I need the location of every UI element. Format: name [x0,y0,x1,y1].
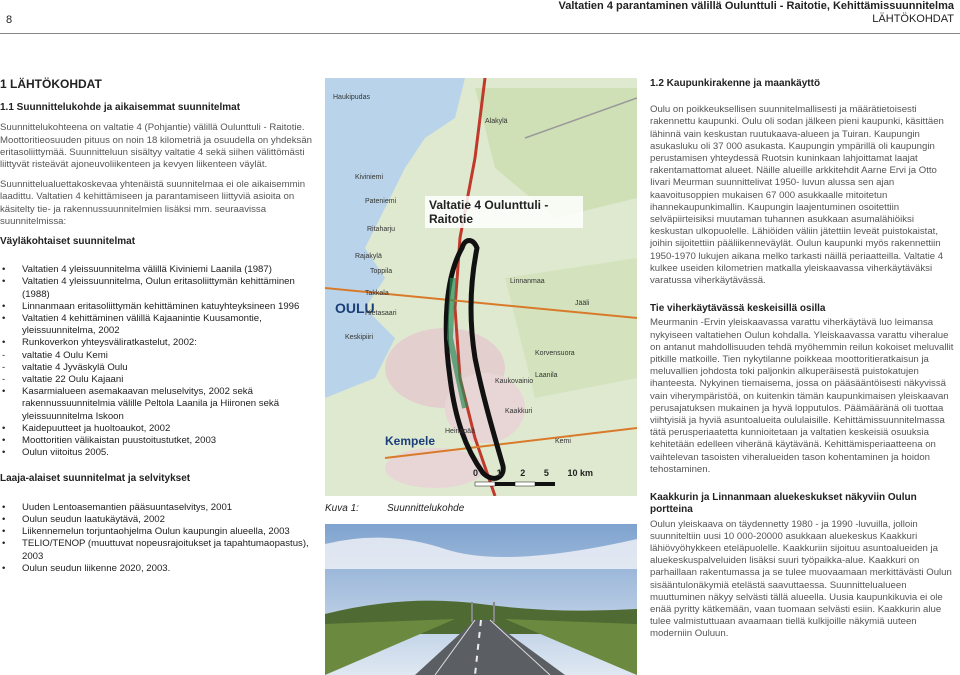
scale-label: 10 km [567,468,593,478]
plan-list-item: • Runkoverkon yhteysväliratkastelut, 2002: [22,337,312,349]
plan-list-item: • Kaidepuutteet ja huoltoaukot, 2002 [22,423,312,435]
plan-list-item: - valtatie 4 Jyväskylä Oulu [22,362,312,374]
map-scale [473,468,593,478]
plan-list-item: • Kasarmialueen asemakaavan meluselvitys, 2002 sekä rakennussuunnitelmia välille Peltola Laanila ja Hiironen sekä yleissuunnitelma Iskoon [22,386,312,423]
map-place-name: Haukipudas [333,94,370,101]
running-subtitle: LÄHTÖKOHDAT [872,13,954,25]
scale-label: 2 [520,468,526,478]
map-place-name: Kemi [555,438,571,445]
map-place-name: Ritaharju [367,226,396,233]
study-list-item: • Oulun seudun laatukäytävä, 2002 [22,514,312,526]
broad-plans-heading: Laaja-alaiset suunnitelmat ja selvitykset [0,473,191,485]
plan-list-item: • Oulun viitoitus 2005. [22,447,312,459]
subsection-title: 1.1 Suunnittelukohde ja aikaisemmat suunnitelmat [0,102,241,114]
urban-structure-paragraph: Oulu on poikkeuksellisen suunnitelmallisesti ja määrätietoisesti rakennettu kaupunki. Oulu oli sodan jälkeen pieni kaupunki, käsittäen lähinnä vain keskustan ruutukaava-alueen ja Tuiran. Kaupungin asukasluku oli 37 000 asukasta. Kaupungin ympärillä oli kaupungin perustamisen yhteydessä Ruotsin kuninkaan lahjoittamat laajat rakentamattomat alueet. Näille alueille arkkitehdit Aarne Ervi ja Otto Iivari Meurman suunnittelivat 1950- luvun alussa sen ajan kaavoitusoppien mukaisen 67 000 asukkaalle mitoitetun ihannekaupunkimallin. Kaupungin laajentuminen osoitettiin selväpiirteisiksi muutaman tuhannen asukkaan asumalähiöiksi keskustan ulkopuolelle. Lähiöiden väliin jätettiin leveät puistokaistat, joihin sijoitettiin pääliikenneväylät. Oulun kaupunki myös rakennettiin 1950-1970 lukujen aikana melko tarkasti näillä periaatteilla. Valtatie 4 kulkee useiden kilometrien matkalla yleiskaavassa viherkäytäväksi varatussa viherkäytävässä. [650,104,944,287]
gateways-heading: Kaakkurin ja Linnanmaan aluekeskukset näkyviin Oulun portteina [650,492,917,516]
green-corridor-paragraph: Meurmanin -Ervin yleiskaavassa varattu viherkäytävä luo leimansa nykyiseen valtatiehen Oulun kohdalla. Yleiskaavassa varattu viheralue on antanut mahdollisuuden tehdä myöhemmin reilun kokoiset meluvallit pitkille matkoille. Tien nykytilanne poikkeaa moottoritieratkaisun ja meluvallien johdosta toki paljonkin alkuperäisestä puistokatujen ihanteesta. Nykyinen tiemaisema, jossa on pääsääntöisesti näkyvissä vain viherympäristöä, on kuitenkin tämän kaupunkimaisen yleiskaavan perusajatuksen mukainen ja hyvä lopputulos. Päämääränä oli tuottaa viihtyisiä ja hyviä asuntoalueita oululaisille. Kehittämissuunnitelmassa tätä perusperiaatetta kunnioitetaan ja valtatien keskeisiä osuuksia kehitetään edelleen viheränä käytävänä. Kehittämisperiaatteena on vaihtelevan tasoisten viheralueiden tason kohentaminen ja hoidon tehostaminen. [650,317,954,475]
map-place-name: Heinäpää [445,428,475,435]
map-place-name: Jääli [575,300,590,307]
green-corridor-heading: Tie viherkäytävässä keskeisillä osilla [650,303,826,315]
map-place-name: Hietasaari [365,310,397,317]
page-number: 8 [6,14,13,26]
plan-list-item: • Valtatien 4 yleissuunnitelma välillä Kiviniemi Laanila (1987) [22,264,312,276]
section-title: 1 LÄHTÖKOHDAT [0,77,102,91]
road-plans-heading: Väyläkohtaiset suunnitelmat [0,236,136,248]
map-place-name: Korvensuora [535,350,575,357]
running-title: Valtatien 4 parantaminen välillä Oulunttuli - Raitotie, Kehittämissuunnitelma [558,0,954,12]
study-list-item: • Uuden Lentoasemantien pääsuuntaselvitys, 2001 [22,502,312,514]
map-place-name: Kaakkuri [505,408,533,415]
scale-label: 1 [496,468,502,478]
map-place-name: Laanila [535,372,558,379]
map-place-name: Toppila [370,268,393,275]
header-divider [0,33,960,34]
map-city-kempele: Kempele [385,434,436,448]
scale-label: 5 [543,468,549,478]
figure-caption [325,503,464,514]
map-place-name: Kiviniemi [355,174,384,181]
location-map [325,78,637,496]
caption-text: Suunnittelukohde [387,503,465,514]
urban-structure-heading: 1.2 Kaupunkirakenne ja maankäyttö [650,78,821,89]
map-city-oulu: OULU [335,300,375,316]
map-place-name: Kaukovainio [495,378,534,385]
plan-list-item: • Valtatien 4 kehittäminen välillä Kajaanintie Kuusamontie, yleissuunnitelma, 2002 [22,313,312,337]
map-place-name: Rajakylä [355,253,382,260]
gateways-paragraph: Oulun yleiskaava on täydennetty 1980 - ja 1990 -luvuilla, jolloin suunniteltiin uusi 10 000-20000 asukkaan aluekeskus Kaakkuri lähiövyöhykkeen eteläpuolelle. Kaakkuriin sijoituu asuntoalueiden ja aluekeskuspalveluiden lisäksi suuri työpaikka-alue. Kaakkuri on parhaillaan rakentumassa ja se tulee muovaamaan merkittävästi Oulun sisääntulonäkymiä etelästä saavuttaessa. Suunnittelualueen muuttuminen näkyy selvästi tällä alueella. Uusia kaupunkikuvia ei ole enää pyritty kätkemään, vaan tuomaan selvästi esiin. Kaakkurin alue tulee valmistuttuaan avaamaan tiellä kulkijoille näkymiä uuteen moderniin Ouluun. [650,518,952,640]
study-list-item: • Liikennemelun torjuntaohjelma Oulun kaupungin alueella, 2003 [22,526,312,538]
map-place-name: Alakylä [485,118,508,125]
road-photo-graphic [325,524,637,675]
map-graphic [325,78,637,496]
plan-list-item: • Valtatien 4 yleissuunnitelma, Oulun eritasoliittymän kehittäminen (1988) [22,276,312,300]
right-column [650,78,955,649]
plans-paragraph: Suunnittelualuettakoskevaa yhtenäistä suunnitelmaa ei ole aikaisemmin laadittu. Valtatien 4 kehittämiseen ja parantamiseen liittyviä asioita on käsitelty tie- ja rakennussuunnitelmien lisäksi mm. seuraavissa suunnitelmissa: [0,179,306,227]
left-column [0,78,312,581]
road-plans-list [0,264,312,459]
map-place-name: Keskipiiri [345,334,374,341]
plan-list-item: • Linnanmaan eritasoliittymän kehittäminen katuyhteyksineen 1996 [22,301,312,313]
study-list-item: • TELIO/TENOP (muuttuvat nopeusrajoitukset ja tapahtumaopastus), 2003 [22,538,312,562]
intro-paragraph: Suunnittelukohteena on valtatie 4 (Pohjantie) välillä Oulunttuli - Raitotie. Moottoritieosuuden pituus on noin 18 kilometriä ja osuudella on yhdeksän eritasoliittymää. Suunnitteluun sisältyy valtatie 4 sekä siihen välittömästi liittyvät risteävät ajoneuvoliikenteen ja kevyen liikenteen väylät. [0,122,312,171]
plan-list-item: • Moottoritien välikaistan puustoitustutket, 2003 [22,435,312,447]
caption-number: Kuva 1: [325,503,359,514]
road-photo [325,524,637,675]
study-list-item: • Oulun seudun liikenne 2020, 2003. [22,563,312,575]
broad-plans-list [0,502,312,575]
map-place-name: Takkala [365,290,389,297]
map-title-label: Valtatie 4 Oulunttuli - Raitotie [425,196,583,228]
scale-label: 0 [473,468,479,478]
map-place-name: Pateniemi [365,198,397,205]
plan-list-item: - valtatie 4 Oulu Kemi [22,350,312,362]
plan-list-item: - valtatie 22 Oulu Kajaani [22,374,312,386]
map-place-name: Linnanmaa [510,278,545,285]
